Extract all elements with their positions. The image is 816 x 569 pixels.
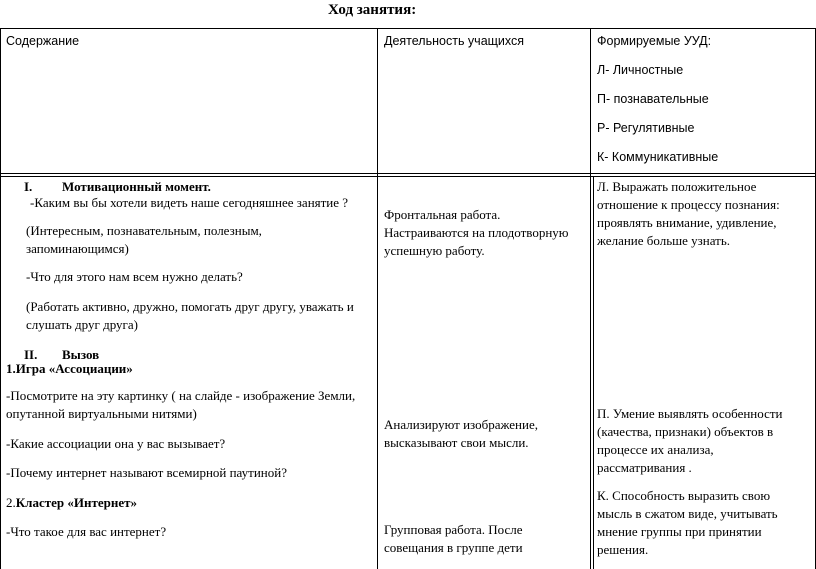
frontal-line-3: успешную работу. [384, 243, 485, 258]
question-2: -Что для этого нам всем нужно делать? [26, 269, 243, 284]
header-row-divider [0, 173, 816, 174]
uud-personal: Л- Личностные [597, 63, 684, 77]
look-line-1: -Посмотрите на эту картинку ( на слайде - изображение Земли, [6, 388, 356, 403]
uud-p-line-2: (качества, признаки) объектов в [597, 424, 774, 439]
analyze-line-2: высказывают свои мысли. [384, 435, 529, 450]
frontal-line-2: Настраиваются на плодотворную [384, 225, 569, 240]
uud-l-line-1: Л. Выражать положительное [597, 179, 757, 194]
uud-l-line-2: отношение к процессу познания: [597, 197, 780, 212]
section-1-title: Мотивационный момент. [62, 179, 211, 194]
uud-k-line-1: К. Способность выразить свою [597, 488, 771, 503]
uud-k-line-4: решения. [597, 542, 649, 557]
look-line-2: опутанной виртуальными нитями) [6, 406, 197, 421]
uud-p-line-1: П. Умение выявлять особенности [597, 406, 783, 421]
column-divider-2 [590, 28, 591, 569]
header-uud: Формируемые УУД: [597, 34, 712, 48]
cluster-title: Кластер «Интернет» [15, 495, 138, 510]
answer-1-line-2: запоминающимся) [26, 241, 129, 256]
group-line-1: Групповая работа. После [384, 522, 523, 537]
uud-p-line-4: рассматривания . [597, 460, 692, 475]
answer-2-line-2: слушать друг друга) [26, 317, 138, 332]
header-activity: Деятельность учащихся [384, 34, 525, 48]
internet-question: -Что такое для вас интернет? [6, 524, 167, 539]
column-divider-1 [377, 28, 378, 569]
uud-p-line-3: процессе их анализа, [597, 442, 714, 457]
associations-question: -Какие ассоциации она у вас вызывает? [6, 436, 226, 451]
section-1-number: I. [24, 179, 33, 194]
uud-l-line-3: проявлять внимание, удивление, [597, 215, 777, 230]
cluster-heading [6, 494, 137, 512]
table-top-border [0, 28, 816, 29]
game-title: 1.Игра «Ассоциации» [6, 361, 133, 376]
section-2-title: Вызов [62, 347, 100, 362]
uud-communicative: К- Коммуникативные [597, 150, 719, 164]
uud-regulatory: Р- Регулятивные [597, 121, 695, 135]
frontal-line-1: Фронтальная работа. [384, 207, 501, 222]
analyze-line-1: Анализируют изображение, [384, 417, 538, 432]
uud-k-line-2: мысль в сжатом виде, учитывать [597, 506, 778, 521]
header-row-divider-inner [0, 176, 816, 177]
answer-2-line-1: (Работать активно, дружно, помогать друг другу, уважать и [26, 299, 354, 314]
uud-cognitive: П- познавательные [597, 92, 709, 106]
cluster-number: 2. [6, 495, 16, 510]
table-left-border [0, 28, 1, 569]
uud-k-line-3: мнение группы при принятии [597, 524, 762, 539]
web-question: -Почему интернет называют всемирной паутиной? [6, 465, 287, 480]
question-1: -Каким вы бы хотели видеть наше сегодняшнее занятие ? [30, 195, 349, 210]
group-line-2: совещания в группе дети [384, 540, 523, 555]
uud-l-line-4: желание больше узнать. [597, 233, 731, 248]
header-content: Содержание [6, 34, 80, 48]
column-divider-2-inner [593, 176, 594, 569]
section-2-number: II. [24, 347, 38, 362]
page-title: Ход занятия: [328, 2, 417, 18]
answer-1-line-1: (Интересным, познавательным, полезным, [26, 223, 262, 238]
